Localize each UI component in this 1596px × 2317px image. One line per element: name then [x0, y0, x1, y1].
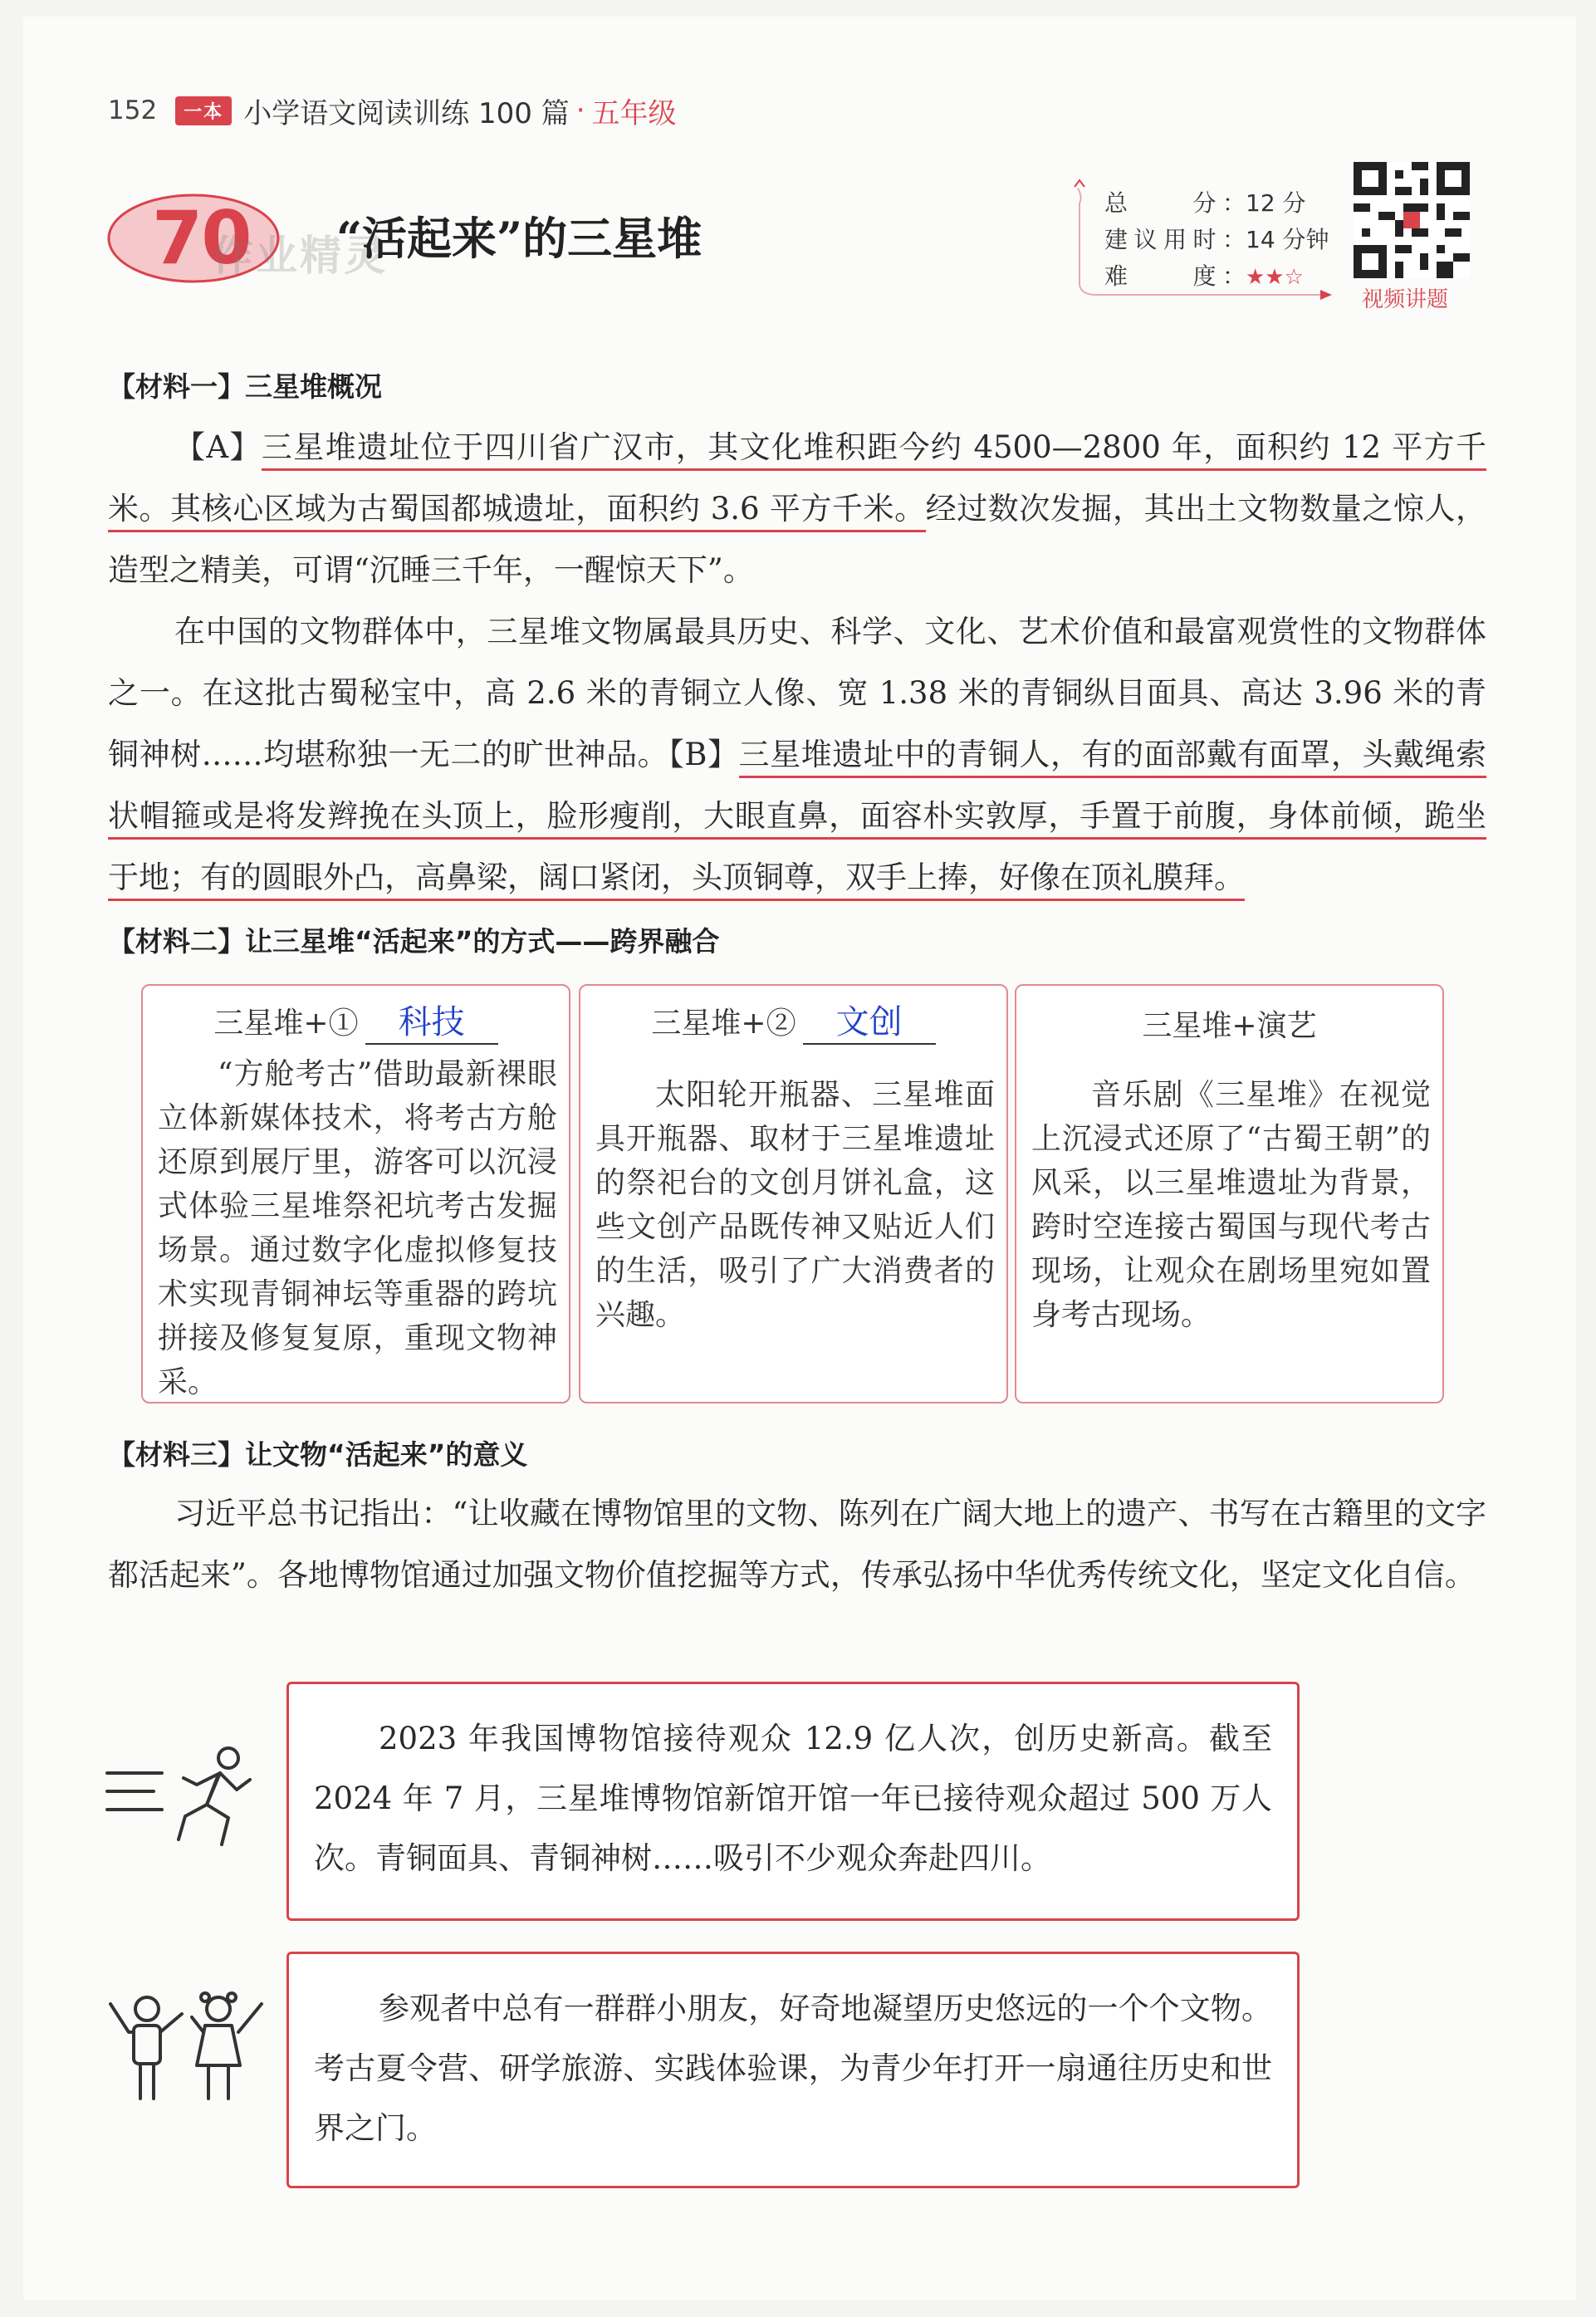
underlined-passage-b: 三星堆遗址中的青铜人，有的面部戴有面罩，头戴绳索状帽箍或是将发辫挽在头顶上，脸形瘦削，大眼直鼻，面容朴实敦厚，手置于前腹，身体前倾，跪坐于地；有的圆眼外凸，高鼻梁，阔口紧闭，头顶铜尊，双手上捧，好像在顶礼膜拜。 — [108, 737, 1486, 901]
marker-a: 【A】 — [174, 429, 262, 465]
time-value: 14 分钟 — [1246, 226, 1329, 253]
box-heading — [143, 996, 569, 1045]
box-body — [158, 1052, 557, 1404]
material3-text: 习近平总书记指出：“让收藏在博物馆里的文物、陈列在广阔大地上的遗产、书写在古籍里的文字都活起来”。各地博物馆通过加强文物价值挖掘等方式，传承弘扬中华优秀传统文化，坚定文化自信。 — [108, 1496, 1486, 1593]
box-heading — [1016, 1002, 1442, 1045]
material3-paragraph — [108, 1483, 1486, 1606]
time-row — [1104, 222, 1329, 255]
brand-badge: 一本 — [175, 96, 232, 125]
difficulty-label: 难 度： — [1104, 262, 1246, 290]
callout-children — [286, 1952, 1300, 2188]
qr-code-icon[interactable] — [1354, 162, 1470, 278]
material1-heading: 【材料一】三星堆概况 — [108, 370, 382, 403]
page-header — [108, 90, 677, 131]
fusion-box-cultural — [579, 984, 1008, 1403]
info-panel — [1071, 170, 1345, 303]
material3-heading: 【材料三】让文物“活起来”的意义 — [108, 1438, 528, 1471]
fusion-box-performance — [1015, 984, 1444, 1403]
time-label: 建议用时： — [1104, 226, 1246, 253]
callout-visitors-text: 2023 年我国博物馆接待观众 12.9 亿人次，创历史新高。截至 2024 年 7 月，三星堆博物馆新馆开馆一年已接待观众超过 500 万人次。青铜面具、青铜神树……吸引不少观众奔赴四川。 — [314, 1721, 1272, 1876]
total-score-row — [1104, 185, 1306, 218]
running-person-icon — [104, 1740, 262, 1856]
box-body-text: “方舱考古”借助最新裸眼立体新媒体技术，将考古方舱还原到展厅里，游客可以沉浸式体验三星堆祭祀坑考古发掘场景。通过数字化虚拟修复技术实现青铜神坛等重器的跨坑拼接及修复复原，重现文物神采。 — [158, 1057, 557, 1399]
lesson-number: 70 — [152, 195, 251, 281]
series-title: 小学语文阅读训练 100 篇 — [243, 96, 570, 130]
material1-paragraph2 — [108, 601, 1486, 909]
underlined-sentence-a1: 三星堆遗址位于四川省广汉市，其文化堆积距今约 4500—2800 年，面积约 12 平方千米。 — [108, 429, 1486, 532]
video-lecture-link[interactable]: 视频讲题 — [1362, 287, 1449, 312]
total-label: 总 分： — [1104, 189, 1246, 217]
box-body-text: 太阳轮开瓶器、三星堆面具开瓶器、取材于三星堆遗址的祭祀台的文创月饼礼盒，这些文创产品既传神又贴近人们的生活，吸引了广大消费者的兴趣。 — [595, 1078, 995, 1332]
box-body — [1031, 1073, 1431, 1337]
answer-blank-2[interactable]: 文创 — [803, 996, 936, 1045]
box-body-text: 音乐剧《三星堆》在视觉上沉浸式还原了“古蜀王朝”的风采，以三星堆遗址为背景，跨时空连接古蜀国与现代考古现场，让观众在剧场里宛如置身考古现场。 — [1031, 1078, 1431, 1332]
box-heading-prefix: 三星堆+演艺 — [1142, 1009, 1317, 1043]
box-heading-prefix: 三星堆+① — [213, 1007, 359, 1041]
children-icon — [104, 1989, 270, 2105]
marker-b: 【B】 — [668, 737, 739, 772]
watermark: 作业精灵 — [212, 232, 388, 280]
total-value: 12 分 — [1246, 189, 1306, 217]
underlined-sentence-a2: 其核心区域为古蜀国都城遗址，面积约 3.6 平方千米。 — [170, 491, 926, 532]
difficulty-stars: ★★☆ — [1246, 265, 1304, 290]
separator-dot: · — [575, 94, 585, 127]
callout-text — [314, 1979, 1272, 2158]
box-heading — [580, 996, 1006, 1045]
difficulty-row — [1104, 258, 1304, 291]
callout-text — [314, 1709, 1272, 1888]
material1-paragraph1 — [108, 417, 1486, 601]
callout-visitors — [286, 1682, 1300, 1921]
page-number: 152 — [108, 96, 158, 125]
paragraph2-start: 在中国的文物群体中，三星堆文物属最具历史、科学、文化、艺术价值和最富观赏性的文物群体之一。在这批古蜀秘宝中，高 2.6 米的青铜立人像、宽 1.38 米的青铜纵目面具、高达 3.96 米的青铜神树……均堪称独一无二的旷世神品。 — [108, 614, 1486, 772]
lesson-title: “活起来”的三星堆 — [336, 212, 703, 265]
paragraph1-rest: 经过数次发掘，其出土文物数量之惊人，造型之精美，可谓“沉睡三千年，一醒惊天下”。 — [108, 491, 1487, 588]
material2-heading: 【材料二】让三星堆“活起来”的方式——跨界融合 — [108, 925, 720, 958]
grade-label: 五年级 — [591, 96, 677, 130]
answer-blank-1[interactable]: 科技 — [365, 996, 498, 1045]
box-body — [595, 1073, 995, 1337]
fusion-box-tech — [141, 984, 570, 1403]
callout-children-text: 参观者中总有一群群小朋友，好奇地凝望历史悠远的一个个文物。考古夏令营、研学旅游、实践体验课，为青少年打开一扇通往历史和世界之门。 — [314, 1991, 1272, 2146]
box-heading-prefix: 三星堆+② — [651, 1007, 796, 1041]
